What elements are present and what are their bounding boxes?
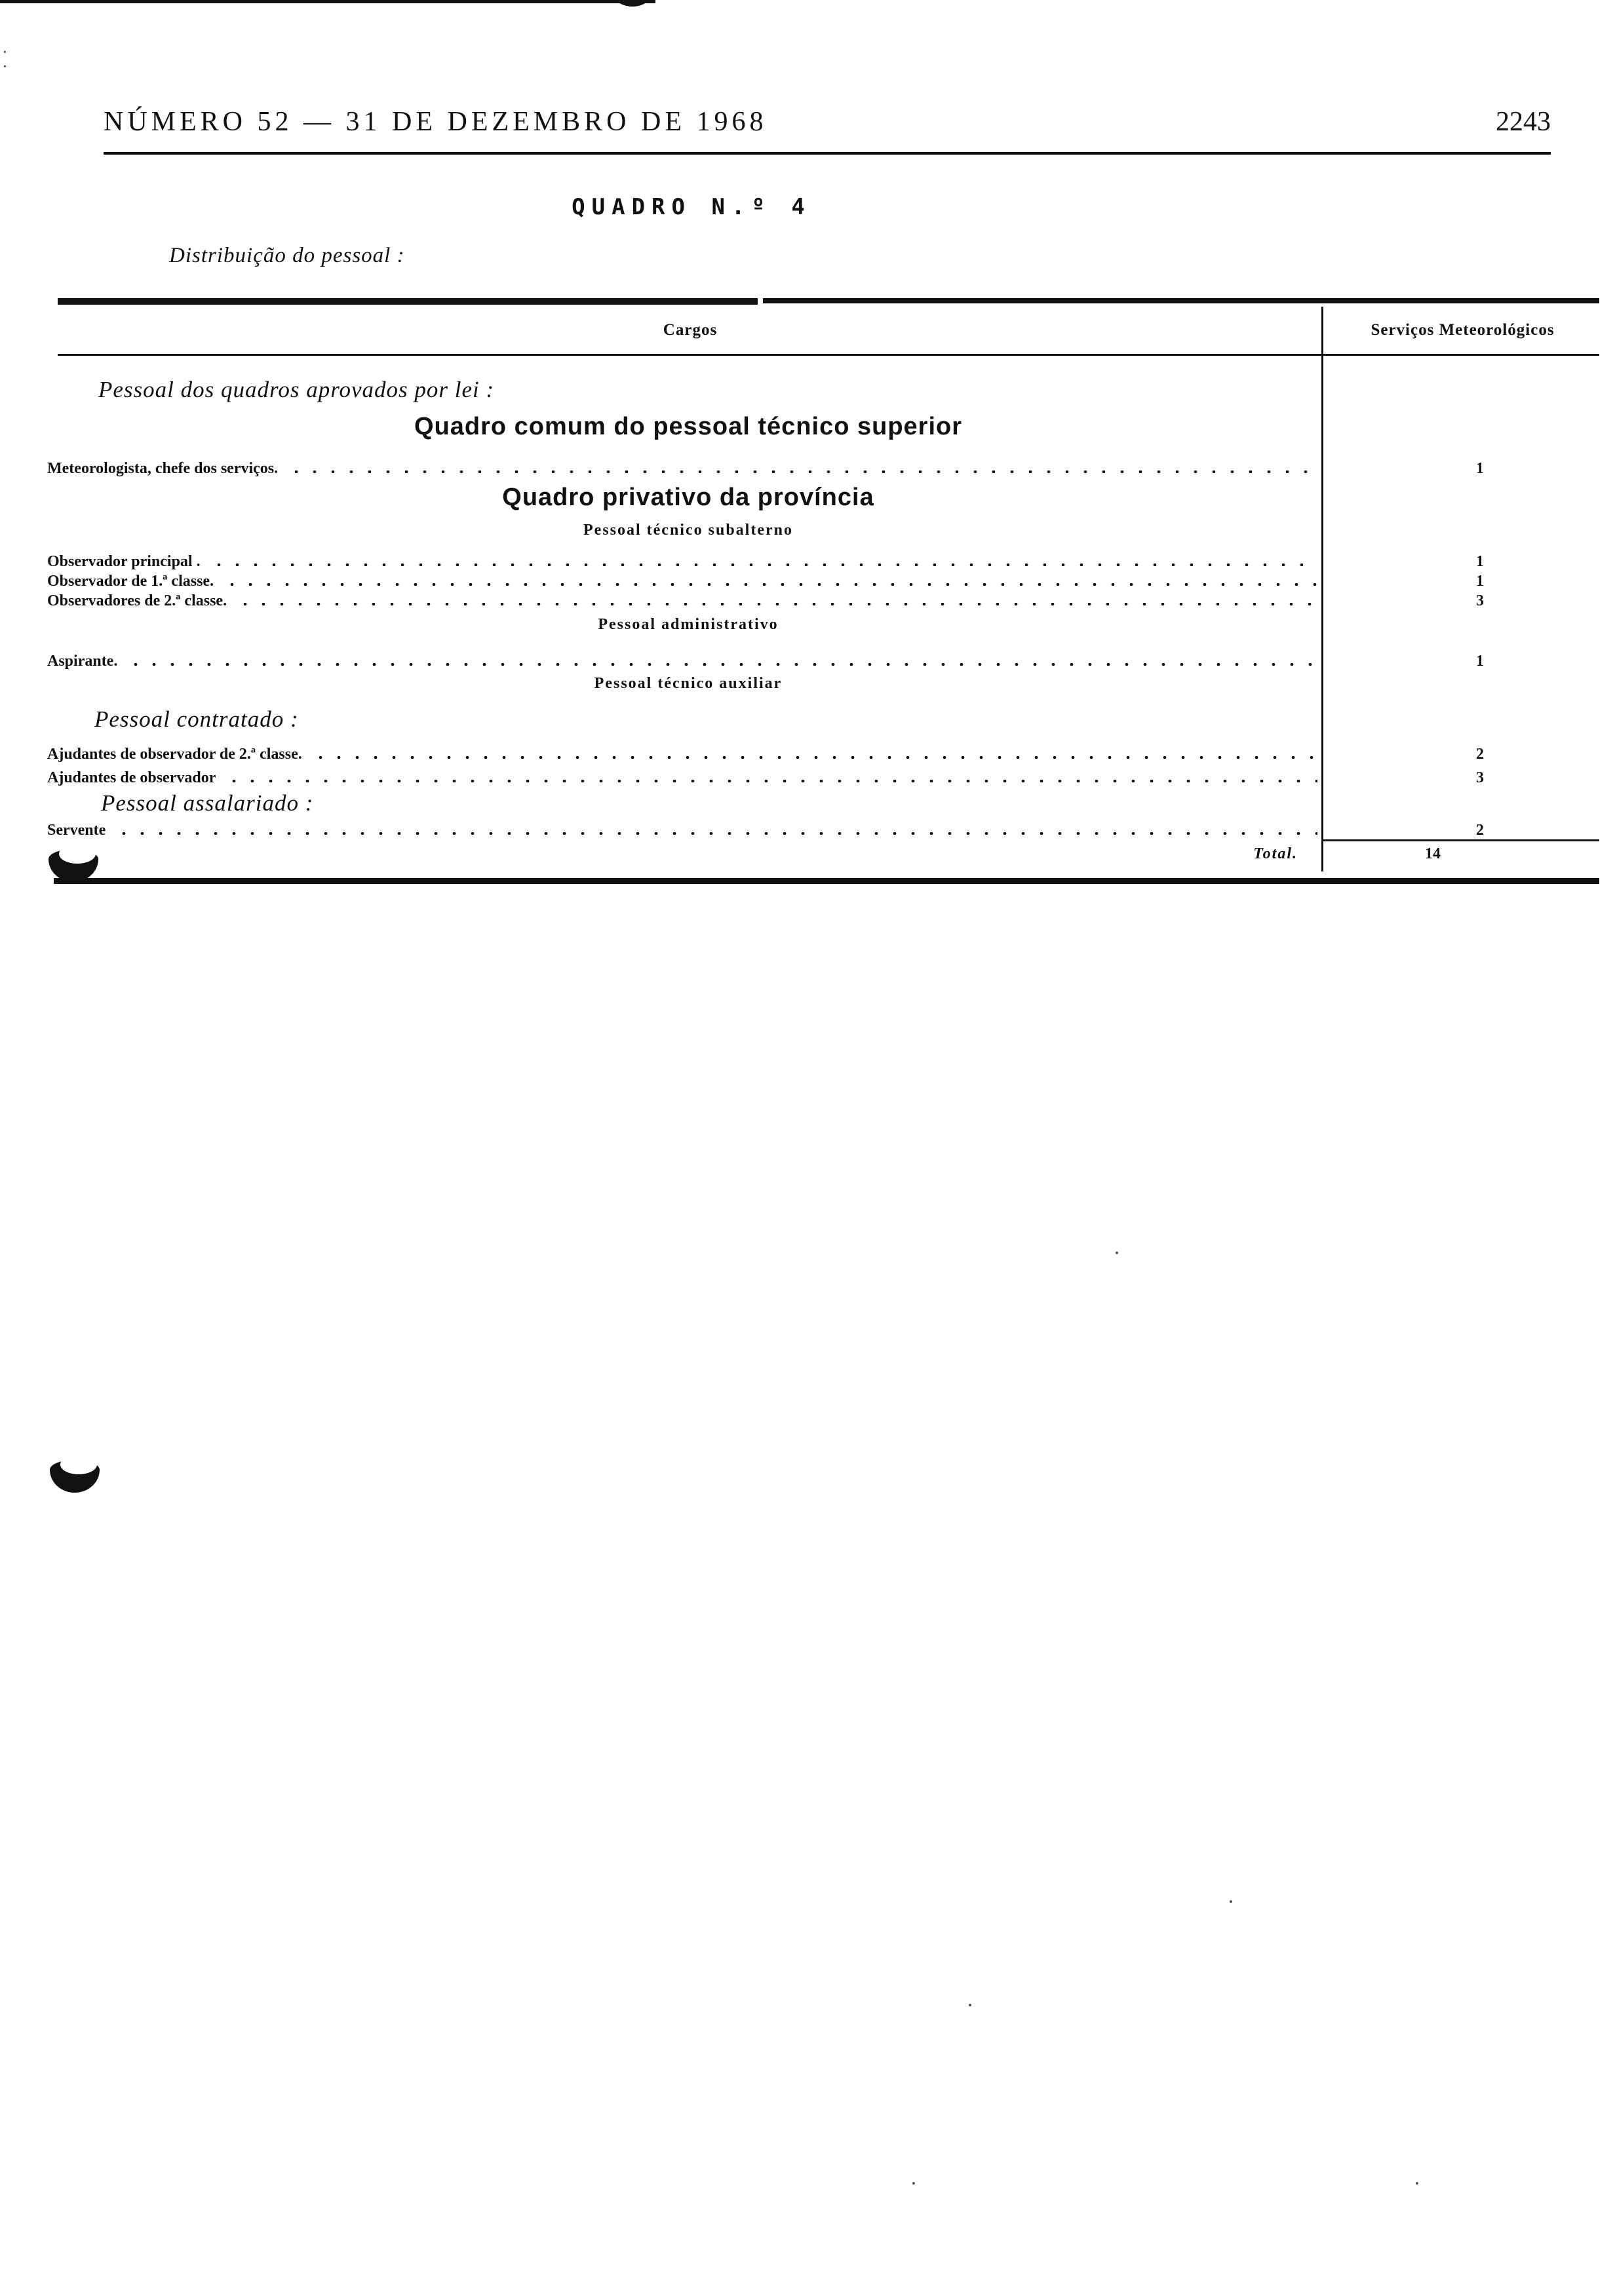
scan-speck	[912, 2182, 915, 2185]
row-label: Observador principal .	[47, 553, 201, 570]
dot-leader	[126, 663, 1317, 666]
dot-leader	[115, 832, 1317, 835]
section-quadro-privativo: Quadro privativo da província	[502, 484, 874, 511]
scan-speck	[1116, 1252, 1118, 1254]
margin-marks: · ·	[3, 45, 7, 75]
running-title: NÚMERO 52 — 31 DE DEZEMBRO DE 1968	[104, 107, 768, 137]
scan-speck	[969, 2004, 971, 2006]
dot-leader	[223, 583, 1317, 586]
section-pessoal-quadros: Pessoal dos quadros aprovados por lei :	[98, 377, 495, 402]
row-label: Ajudantes de observador	[47, 769, 216, 786]
page-number: 2243	[1496, 107, 1551, 137]
table-row	[47, 743, 1484, 763]
row-label: Meteorologista, chefe dos serviços.	[47, 460, 279, 477]
row-value: 3	[1476, 592, 1484, 609]
row-value: 1	[1476, 653, 1484, 670]
table-body	[0, 0, 1615, 917]
dot-leader	[210, 564, 1317, 566]
row-label: Observadores de 2.ª classe.	[47, 592, 227, 609]
dot-leader	[287, 470, 1317, 473]
dot-leader	[311, 756, 1317, 759]
subsection-tecnico-subalterno: Pessoal técnico subalterno	[583, 522, 793, 539]
row-value: 1	[1476, 553, 1484, 570]
dot-leader	[225, 780, 1317, 782]
scan-speck	[1230, 1900, 1232, 1903]
row-label: Servente	[47, 822, 106, 839]
quadro-title: QUADRO N.º 4	[572, 194, 811, 220]
column-header-cargos: Cargos	[663, 321, 718, 339]
table-bottom-rule	[54, 878, 1599, 884]
punch-hole-mark-lower	[50, 1460, 100, 1493]
section-quadro-comum: Quadro comum do pessoal técnico superior	[414, 413, 963, 440]
row-value: 1	[1476, 460, 1484, 477]
table-row	[47, 819, 1484, 839]
row-value: 2	[1476, 822, 1484, 839]
subsection-tecnico-auxiliar: Pessoal técnico auxiliar	[594, 675, 783, 692]
total-label: Total.	[1253, 845, 1298, 862]
row-value: 2	[1476, 746, 1484, 763]
scan-speck	[1416, 2182, 1418, 2185]
table-row	[47, 550, 1484, 570]
table-row	[47, 650, 1484, 670]
table-row	[47, 570, 1484, 590]
table-row	[47, 457, 1484, 477]
quadro-subtitle: Distribuição do pessoal :	[169, 244, 405, 267]
section-assalariado: Pessoal assalariado :	[101, 790, 314, 816]
table-row	[47, 767, 1484, 786]
row-label: Ajudantes de observador de 2.ª classe.	[47, 746, 302, 763]
dot-leader	[236, 603, 1317, 605]
row-label: Aspirante.	[47, 653, 118, 670]
section-contratado: Pessoal contratado :	[94, 706, 299, 732]
column-header-servicos: Serviços Meteorológicos	[1371, 321, 1555, 339]
row-label: Observador de 1.ª classe.	[47, 573, 214, 590]
total-value: 14	[1425, 845, 1441, 862]
row-value: 3	[1476, 769, 1484, 786]
subsection-administrativo: Pessoal administrativo	[598, 616, 779, 633]
row-value: 1	[1476, 573, 1484, 590]
total-rule	[1321, 839, 1599, 841]
table-row	[47, 590, 1484, 609]
